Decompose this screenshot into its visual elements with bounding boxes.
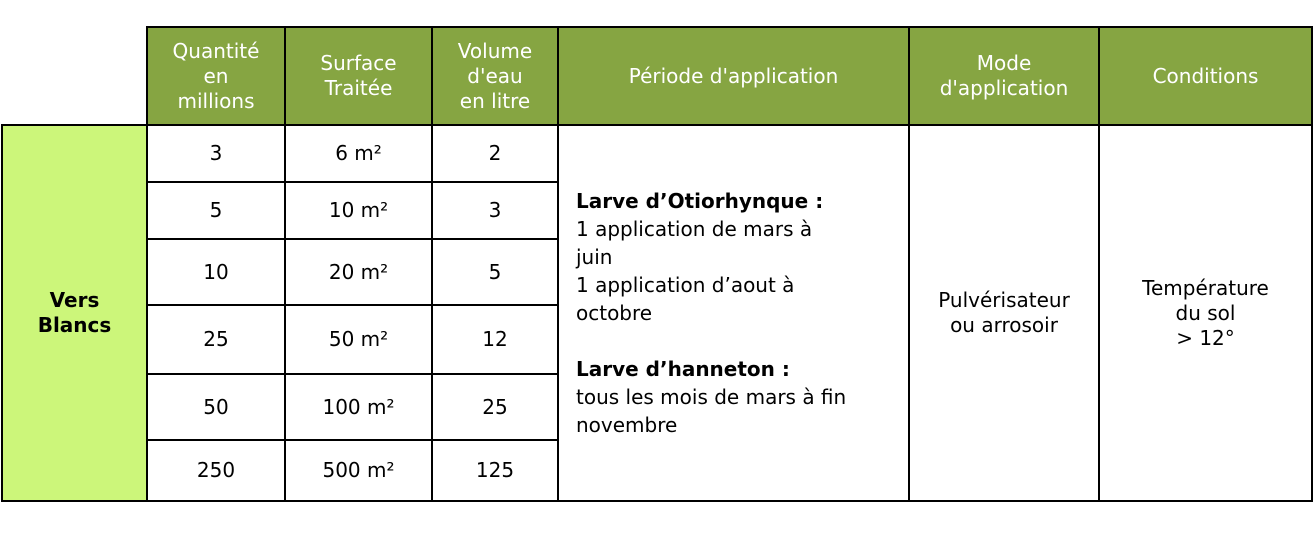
volume-cell: 2: [432, 125, 558, 182]
quantity-cell: 25: [147, 305, 285, 374]
hanneton-title: Larve d’hanneton :: [576, 357, 790, 381]
period-line: novembre: [576, 413, 678, 437]
volume-cell: 5: [432, 239, 558, 305]
header-period: Période d'application: [558, 27, 909, 125]
header-mode: Mode d'application: [909, 27, 1099, 125]
quantity-cell: 5: [147, 182, 285, 239]
volume-cell: 25: [432, 374, 558, 440]
quantity-cell: 10: [147, 239, 285, 305]
surface-cell: 100 m²: [285, 374, 432, 440]
surface-cell: 50 m²: [285, 305, 432, 374]
table-row: [2, 125, 1312, 182]
period-line: 1 application de mars à: [576, 217, 813, 241]
conditions-cell: Température du sol > 12°: [1099, 125, 1312, 501]
quantity-cell: 250: [147, 440, 285, 501]
header-row: [2, 27, 1312, 125]
quantity-cell: 50: [147, 374, 285, 440]
mode-cell: Pulvérisateur ou arrosoir: [909, 125, 1099, 501]
application-table: [1, 26, 1313, 502]
header-surface: Surface Traitée: [285, 27, 432, 125]
surface-cell: 500 m²: [285, 440, 432, 501]
blank-corner: [2, 27, 147, 125]
period-line: octobre: [576, 301, 653, 325]
surface-cell: 10 m²: [285, 182, 432, 239]
header-volume: Volume d'eau en litre: [432, 27, 558, 125]
quantity-cell: 3: [147, 125, 285, 182]
surface-cell: 20 m²: [285, 239, 432, 305]
period-line: 1 application d’aout à: [576, 273, 795, 297]
otiorhynque-title: Larve d’Otiorhynque :: [576, 189, 824, 213]
volume-cell: 125: [432, 440, 558, 501]
header-conditions: Conditions: [1099, 27, 1312, 125]
row-label: Vers Blancs: [2, 125, 147, 501]
surface-cell: 6 m²: [285, 125, 432, 182]
header-quantity: Quantité en millions: [147, 27, 285, 125]
volume-cell: 3: [432, 182, 558, 239]
volume-cell: 12: [432, 305, 558, 374]
period-line: juin: [576, 245, 613, 269]
period-cell: [558, 125, 909, 501]
period-line: tous les mois de mars à fin: [576, 385, 847, 409]
